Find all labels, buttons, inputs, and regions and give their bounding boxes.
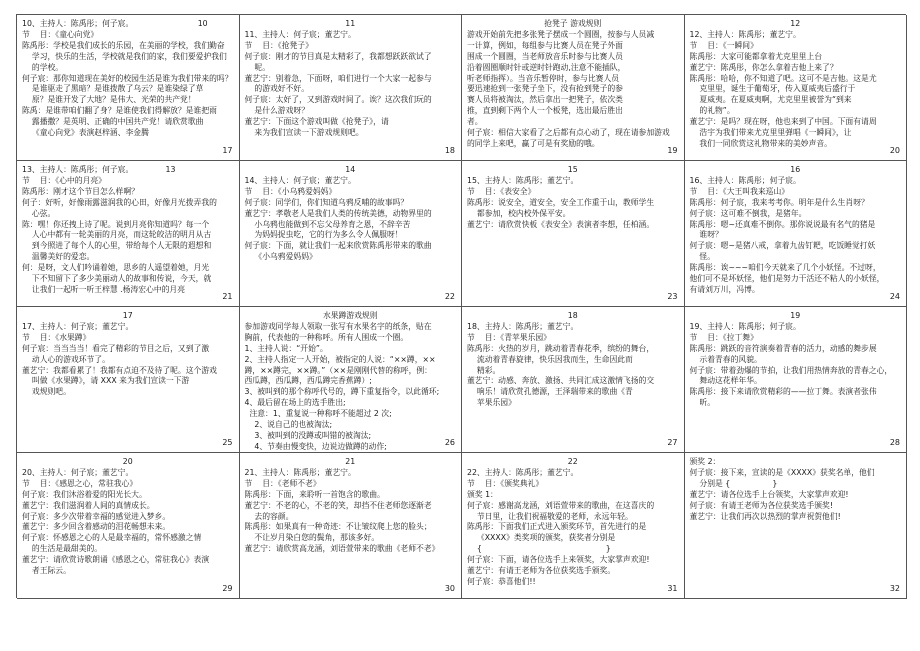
card-title: 19 xyxy=(790,311,801,320)
script-line: 流动着青春旋律，快乐因我而生，生命因此而 xyxy=(467,354,633,364)
script-line: 下不知留下了多少美丽动人的故事和传说，今天，就 xyxy=(22,274,212,284)
script-line: 戏规则吧。 xyxy=(22,387,71,397)
script-line: 蹲，××蹲完，××蹲。”（××是刚刚代替的称呼，例： xyxy=(244,365,432,375)
script-line: 4、节奏由慢变快，边说边做蹲的动作; xyxy=(244,441,387,451)
script-line: 2、说自己的也被淘汰; xyxy=(244,420,333,430)
page-number: 26 xyxy=(444,438,455,448)
script-line: 何子宸：相信大家看了之后都有点心动了，现在请参加游戏 xyxy=(467,128,670,138)
script-line: 是什么游戏呀？ xyxy=(244,106,309,116)
script-line: 3、被叫到的没蹲或叫错的被淘汰; xyxy=(244,430,372,440)
script-line: 心弦。 xyxy=(22,208,56,218)
script-line: 的礼物”。 xyxy=(689,106,735,116)
script-line: 3、被叫到的那个称呼代号的，蹲下重复指令，以此循环; xyxy=(244,387,440,397)
script-line: 节 目：《一瞬间》 xyxy=(689,40,758,50)
page-number: 19 xyxy=(667,146,678,156)
card-title: 20 xyxy=(122,457,133,466)
program-card xyxy=(462,307,685,453)
script-line: 浩宇为我们带来尤克里里弹唱《一瞬间》，让 xyxy=(689,128,852,138)
script-line: 董艺宁：不老的心，不老的笑，却挡不住老师您逐渐老 xyxy=(244,500,432,510)
script-line: 陈禹：是谁带咱们翻了身？是谁使我们得解放？是谁把雨 xyxy=(22,106,217,116)
script-line: 2、主持人指定一人开始，被指定的人说：“××蹲，×× xyxy=(244,354,436,364)
page-number: 29 xyxy=(222,584,233,594)
script-line: 有请刘万川，冯博。 xyxy=(689,284,760,294)
card-title: 11 xyxy=(345,19,356,28)
script-line: 21、主持人：陈禹彤；董艺宁。 xyxy=(244,467,356,477)
program-card xyxy=(685,15,908,161)
script-line: 董艺宁：请欣赏快板《表安全》表演者李想，任柏涵。 xyxy=(467,219,655,229)
script-line: 谁呀？ xyxy=(689,230,723,240)
script-line: 人心中都有一轮美丽的月亮，而这轮皎洁的明月从古 xyxy=(22,230,212,240)
script-line: 节 目：《抢凳子》 xyxy=(244,40,313,50)
script-line: 陈禹彤：火热的岁月，跳动着青春花季，缤纷的舞台， xyxy=(467,343,655,353)
script-line: 董艺宁：孝敬老人是我们人类的传统美德，动物界里的 xyxy=(244,208,432,218)
script-line: 《童心向党》表演赵梓涵、李金腾 xyxy=(22,128,149,138)
script-line: 让我们一起听一听王梓慧 .杨涛宏心中的月亮 xyxy=(22,284,186,294)
script-line: 陈禹彤：下面，来聆听一首饱含的歌曲。 xyxy=(244,489,385,499)
script-line: 18、主持人：陈禹彤；董艺宁。 xyxy=(467,321,579,331)
script-line: 推，直到剩下两个人一个板凳，选出最后胜出 xyxy=(467,106,623,116)
script-line: 陈禹彤：大家可能都拿着尤克里里上台 xyxy=(689,51,823,61)
script-line: 动人心的游戏环节了。 xyxy=(22,354,110,364)
program-card xyxy=(240,15,463,161)
script-line: 董艺宁：请欣赏诗歌朗诵《感恩之心，常驻我心》表演 xyxy=(22,555,210,565)
card-title: 18 xyxy=(567,311,578,320)
script-line: 董艺宁：下面这个游戏叫做《抢凳子》，请 xyxy=(244,117,389,127)
program-card xyxy=(17,161,240,307)
script-line: 听老师指挥）。当音乐暂停时，参与比赛人员 xyxy=(467,73,620,83)
script-line: 陈禹彤：嗯~还真难不倒你。那你说说最有名气的猪是 xyxy=(689,219,876,229)
script-line: 响乐！请欣赏孔德源，王泽瑞带来的歌曲《青 xyxy=(467,387,633,397)
script-line: 陈禹彤：跳跃的音符演奏着青春的活力，动感的舞步展 xyxy=(689,343,877,353)
script-line: 董艺宁：请各位选手上台领奖，大家掌声欢迎! xyxy=(689,489,849,499)
script-line: 节日里，让我们祝福敬爱的老师，永远年轻。 xyxy=(467,511,633,521)
script-line: 20、主持人：何子宸；董艺宁。 xyxy=(22,467,134,477)
page-number: 31 xyxy=(667,584,678,594)
script-line: 何子宸：恭喜他们!! xyxy=(467,576,536,586)
script-line: 陈禹彤：下面我们正式进入颁奖环节，首先进行的是 xyxy=(467,522,647,532)
script-line: 节 目：《拉丁舞》 xyxy=(689,332,758,342)
script-line: 克里里，诞生于葡萄牙，传入夏威夷后盛行于 xyxy=(689,84,856,94)
script-line: 陈禹彤：刚才这个节目怎么样啊？ xyxy=(22,186,139,196)
script-line: 何子宸：下面，就让我们一起来欣赏陈禹彤带来的歌曲 xyxy=(244,241,432,251)
page-number: 23 xyxy=(667,292,678,302)
script-line: 不让岁月染白您的鬓角，那该多好。 xyxy=(244,533,380,543)
script-line: 节 目：《颁奖典礼》 xyxy=(467,478,544,488)
script-line: 11、主持人：何子宸；董艺宁。 xyxy=(244,29,356,39)
script-line: 14、主持人：何子宸；董艺宁。 xyxy=(244,175,356,185)
page-number: 18 xyxy=(444,146,455,156)
script-line: 颁奖 2： xyxy=(689,457,721,466)
script-line: 温馨美好的爱恋。 xyxy=(22,252,95,262)
script-line: 一计算，例如，每组参与比赛人员在凳子外面 xyxy=(467,40,623,50)
script-line: 围成一个圆圈，当老师放音乐时参与比赛人员 xyxy=(467,51,623,61)
script-line: 怪。 xyxy=(689,252,716,262)
script-line: 《小乌鸦爱妈妈》 xyxy=(244,252,317,262)
script-line: 都参加，校内校外保平安。 xyxy=(467,208,571,218)
script-line: 原？是谁开发了大地？是伟大、光荣的共产党！ xyxy=(22,95,196,105)
script-line: 何子宸：多少次带着幸福的感觉进入梦乡。 xyxy=(22,511,171,521)
card-grid xyxy=(16,14,906,598)
program-card xyxy=(240,161,463,307)
script-line: 节 目：《童心向党》 xyxy=(22,29,99,39)
script-line: 节 目：《青苹果乐园》 xyxy=(467,332,551,342)
script-line: 来为我们宣读一下游戏规则吧。 xyxy=(244,128,364,138)
script-line: 何子宸：下面，请各位选手上来领奖，大家掌声欢迎! xyxy=(467,555,650,565)
script-line: 何子宸：怀感恩之心的人是最幸福的，常怀感激之情 xyxy=(22,533,202,543)
card-title: 17 xyxy=(122,311,133,320)
script-line: 董艺宁：动感、奔放、激扬、共同汇成这激情飞扬的交 xyxy=(467,376,655,386)
program-card xyxy=(17,307,240,453)
script-line: 1、主持人说：“开始”。 xyxy=(244,343,328,353)
script-line: 10、主持人：陈禹彤；何子宸。 10 xyxy=(22,19,208,28)
script-line: 节 目：《感恩之心，常驻我心》 xyxy=(22,478,138,488)
script-line: 示着青春的风貌。 xyxy=(689,354,762,364)
script-line: 学习，快乐的生活，学校就是我们的家，我们要爱护我们 xyxy=(22,51,227,61)
script-line: 董艺宁：让我们再次以热烈的掌声祝贺他们! xyxy=(689,511,841,521)
script-line: 何子宸：当当当当！看完了精彩的节目之后，又到了激 xyxy=(22,343,210,353)
script-line: 陈：嘿！你还拽上诗了呢。说到月亮你知道吗？每一个 xyxy=(22,219,210,229)
script-line: 何子宸：刚才的节目真是太精彩了，我都想跃跃欲试了 xyxy=(244,51,432,61)
script-line: 要迅速抢到一张凳子坐下，没有抢到凳子的参 xyxy=(467,84,623,94)
script-line: 节 目：《大王叫我来巡山》 xyxy=(689,186,790,196)
script-line: 16、主持人：陈禹彤；何子宸。 xyxy=(689,175,801,185)
script-line: 节 目：《小乌鸦爱妈妈》 xyxy=(244,186,337,196)
program-card xyxy=(685,161,908,307)
program-card xyxy=(462,15,685,161)
card-title: 22 xyxy=(567,457,578,466)
card-title: 抢凳子 游戏规则 xyxy=(544,19,602,28)
script-line: 董艺宁：多少回含着感动的泪花畅想未来。 xyxy=(22,522,171,532)
program-card xyxy=(17,15,240,161)
page-number: 20 xyxy=(889,146,900,156)
script-line: 《XXXX》类奖项的颁奖，获奖者分别是 xyxy=(467,533,616,543)
page-number: 32 xyxy=(889,584,900,594)
page-number: 28 xyxy=(889,438,900,448)
script-line: 15、主持人：陈禹彤；董艺宁。 xyxy=(467,175,579,185)
script-line: 他们可不是坏妖怪，他们是努力干活还不粘人的小妖怪， xyxy=(689,274,885,284)
script-line: 4、最后留在场上的选手胜出; xyxy=(244,398,346,408)
script-line: 节 目：《心中的月亮》 xyxy=(22,175,106,185)
program-card xyxy=(17,453,240,599)
script-line: 是谁驱走了黑暗？是谁拨散了乌云？是谁染绿了草 xyxy=(22,84,204,94)
script-line: 陈禹彤：哈哈，你不知道了吧。这可不是吉他。这是尤 xyxy=(689,73,877,83)
script-line: 精彩。 xyxy=(467,365,501,375)
script-line: 者王际云。 xyxy=(22,566,71,576)
script-line: 我们一同欣赏这礼物带来的美妙声音。 xyxy=(689,138,832,148)
script-line: 呢。 xyxy=(244,62,271,72)
script-line: 的生活是最甜美的。 xyxy=(22,544,103,554)
program-card xyxy=(462,453,685,599)
script-line: 颁奖 1： xyxy=(467,489,498,499)
page-number: 25 xyxy=(222,438,233,448)
script-line: 陈禹彤：学校是我们成长的乐园，在美丽的学校，我们勤奋 xyxy=(22,40,225,50)
script-line: 的同学上来吧，赢了可是有奖励的哦。 xyxy=(467,138,600,148)
card-title: 15 xyxy=(567,165,578,174)
script-line: 何子宸：那你知道现在美好的校园生活是谁为我们带来的吗？ xyxy=(22,73,233,83)
script-line: 小乌鸦也能做到不忘父母养育之恩，不辞辛苦 xyxy=(244,219,411,229)
script-line: 沿着圆圈顺时针或逆时针跑动,注意不能插队， xyxy=(467,62,626,72)
script-line: 董艺宁：我们滋润着人间的真情成长。 xyxy=(22,500,155,510)
script-line: 何子宸：有请王老师为各位获奖选手颁奖! xyxy=(689,500,833,510)
program-card xyxy=(240,453,463,599)
script-line: 何子宸：这可难不倒我，是猪年。 xyxy=(689,208,807,218)
page-number: 24 xyxy=(889,292,900,302)
script-line: 17、主持人：何子宸；董艺宁。 xyxy=(22,321,134,331)
script-line: 陈禹彤：何子宸，我来考考你。明年是什么生肖呀？ xyxy=(689,197,869,207)
page-number: 21 xyxy=(222,292,233,302)
script-line: 赛人员将被淘汰，然后拿出一把凳子，依次类 xyxy=(467,95,623,105)
script-line: 何子宸：同学们，你们知道乌鸦反哺的故事吗？ xyxy=(244,197,409,207)
script-line: 何子宸：带着劲爆的节拍，让我们用热情奔放的青春之心， xyxy=(689,365,893,375)
script-line: 董艺宁：有请王老师为各位获奖选手颁奖。 xyxy=(467,566,616,576)
script-line: 董艺宁：是吗？现在呀，他也来到了中国。下面有请周 xyxy=(689,117,877,127)
script-line: 22、主持人：陈禹彤；董艺宁。 xyxy=(467,467,579,477)
script-line: 董艺宁：别着急，下面呀，咱们进行一个大家一起参与 xyxy=(244,73,432,83)
script-line: 游戏开始前先把多张凳子摆成一个圆圈，按参与人员减 xyxy=(467,29,655,39)
script-line: 何子宸：感谢高龙涵，刘语萱带来的歌曲，在这喜庆的 xyxy=(467,500,655,510)
script-line: 苹果乐园》 xyxy=(467,398,516,408)
script-line: 分别是 { } xyxy=(689,478,778,488)
script-line: 陈禹彤：接下来请欣赏精彩的——拉丁舞。表演者张伟 xyxy=(689,387,877,397)
script-line: 何子：好听，好像雨露滋润我的心田，好像月光拨弄我的 xyxy=(22,197,217,207)
program-script-sheet xyxy=(16,14,906,598)
program-card xyxy=(462,161,685,307)
script-line: 去的容颜。 xyxy=(244,511,294,521)
script-line: 的游戏好不好。 xyxy=(244,84,309,94)
script-line: 董艺宁：我都看累了！我都有点迫不及待了呢。这个游戏 xyxy=(22,365,217,375)
script-line: 何子宸：我们沐浴着爱的阳光长大。 xyxy=(22,489,147,499)
script-line: { } xyxy=(467,544,611,554)
program-card xyxy=(685,453,908,599)
script-line: 陈禹彤：诶~~~咱们今天就来了几个小妖怪。不过呀， xyxy=(689,263,881,273)
card-title: 21 xyxy=(345,457,356,466)
script-line: 何子宸：太好了，又到游戏时间了。诶？这次我们玩的 xyxy=(244,95,432,105)
script-line: 19、主持人：陈禹彤；何子宸。 xyxy=(689,321,801,331)
page-number: 22 xyxy=(444,292,455,302)
script-line: 昕。 xyxy=(689,398,716,408)
card-title: 12 xyxy=(790,19,801,28)
script-line: 西瓜蹲，西瓜蹲，西瓜蹲完香蕉蹲）; xyxy=(244,376,372,386)
script-line: 节 目：《老师不老》 xyxy=(244,478,321,488)
script-line: 的学校。 xyxy=(22,62,64,72)
script-line: 胸前，代表他的一种称呼。所有人围成一个圈。 xyxy=(244,332,409,342)
script-line: 节 目：《水果蹲》 xyxy=(22,332,91,342)
page-number: 30 xyxy=(444,584,455,594)
page-number: 17 xyxy=(222,146,233,156)
script-line: 13、主持人：陈禹彤；何子宸。 13 xyxy=(22,165,176,174)
page-number: 27 xyxy=(667,438,678,448)
card-title: 水果蹲游戏规则 xyxy=(322,311,378,320)
card-title: 16 xyxy=(790,165,801,174)
program-card xyxy=(240,307,463,453)
card-title: 14 xyxy=(345,165,356,174)
script-line: 董艺宁：陈禹彤，你怎么拿着吉他上来了？ xyxy=(689,62,838,72)
script-line: 何子宸：接下来，宣读的是《XXXX》获奖名单，他们 xyxy=(689,467,875,477)
script-line: 何：是呀，文人们吟诵着她，思乡的人遥望着她，月光 xyxy=(22,263,210,273)
program-card xyxy=(685,307,908,453)
script-line: 节 目：《表安全》 xyxy=(467,186,536,196)
script-line: 者。 xyxy=(467,117,483,127)
script-line: 叫做《水果蹲》，请 XXX 来为我们宣读一下游 xyxy=(22,376,190,386)
script-line: 注意：1、重复说一种称呼不能超过 2 次; xyxy=(244,409,392,419)
script-line: 夏威夷。在夏威夷啊，尤克里里被誉为“到来 xyxy=(689,95,852,105)
script-line: 陈禹彤：说安全，道安全，安全工作重于山，教师学生 xyxy=(467,197,655,207)
script-line: 露播撒？是英明、正确的中国共产党！请欣赏歌曲 xyxy=(22,117,204,127)
script-line: 到今照进了每个人的心里，带给每个人无限的遐想和 xyxy=(22,241,212,251)
script-line: 舞动这花样年华。 xyxy=(689,376,762,386)
script-line: 参加游戏同学每人领取一张写有水果名字的纸条，贴在 xyxy=(244,321,432,331)
script-line: 为妈妈捉虫吃，它的行为多么令人佩服呀！ xyxy=(244,230,403,240)
script-line: 董艺宁：请欣赏高龙涵，刘语萱带来的歌曲《老师不老》 xyxy=(244,544,440,554)
script-line: 何子宸：嗯~是猪八戒，拿着九齿钉耙，吃饭睡觉打妖 xyxy=(689,241,876,251)
script-line: 12、主持人：陈禹彤；董艺宁。 xyxy=(689,29,801,39)
script-line: 陈禹彤：如果真有一种奇迹：不让皱纹爬上您的脸头； xyxy=(244,522,432,532)
